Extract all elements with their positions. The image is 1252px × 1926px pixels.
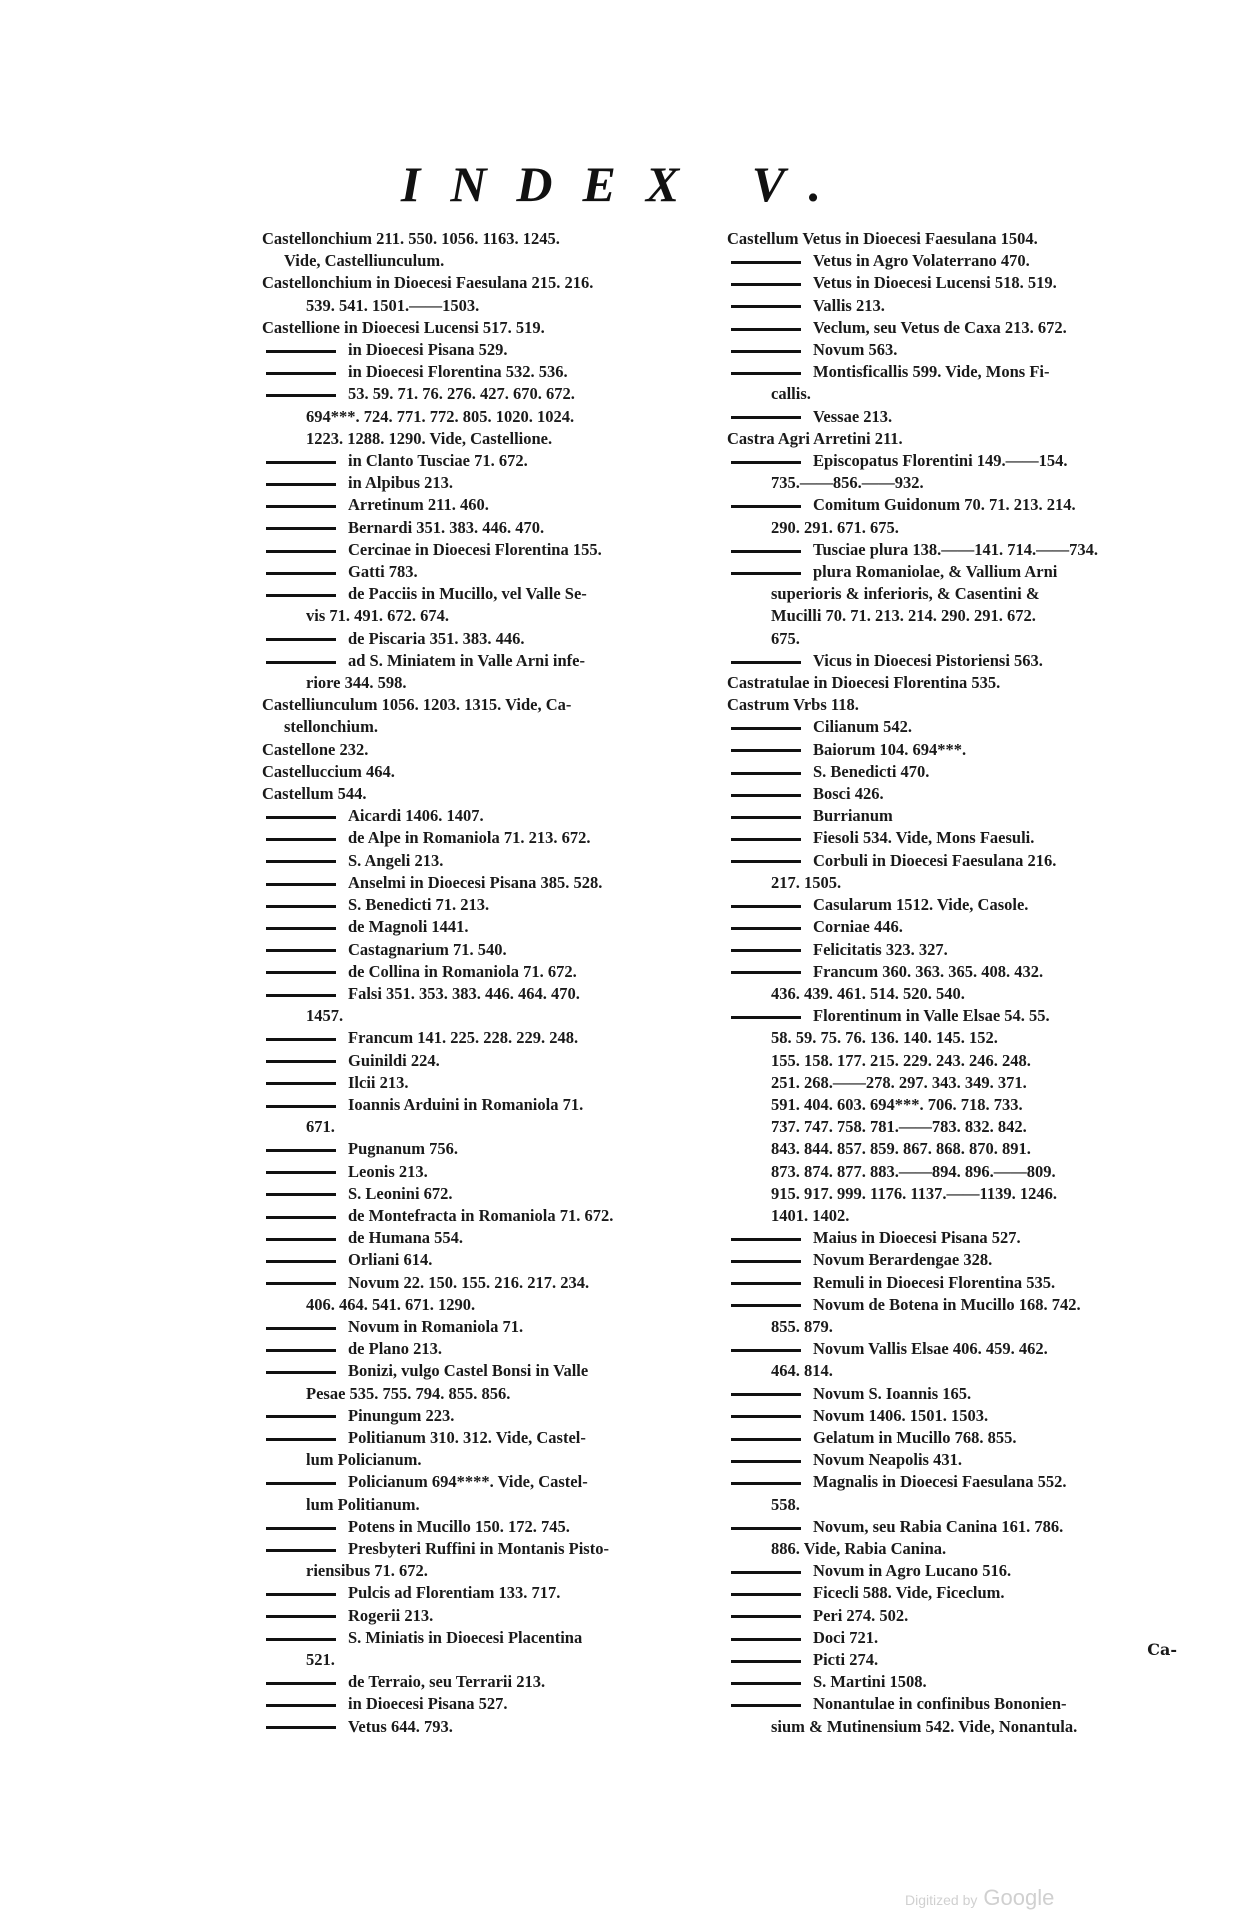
index-entry: Castellum 544.: [262, 784, 367, 804]
index-entry: Falsi 351. 353. 383. 446. 464. 470.: [262, 983, 702, 1005]
index-entry: Gelatum in Mucillo 768. 855.: [727, 1427, 1177, 1449]
watermark-prefix: Digitized by: [905, 1892, 978, 1908]
digitized-watermark: [905, 1885, 1054, 1911]
index-entry: Novum in Romaniola 71.: [262, 1316, 702, 1338]
index-entry: lum Policianum.: [306, 1450, 422, 1470]
index-entry: 694***. 724. 771. 772. 805. 1020. 1024.: [306, 406, 575, 426]
index-entry: 53. 59. 71. 76. 276. 427. 670. 672.: [262, 383, 702, 405]
left-index-column: [262, 228, 702, 1738]
index-entry: vis 71. 491. 672. 674.: [306, 606, 450, 626]
index-entry: 251. 268.——278. 297. 343. 349. 371.: [771, 1072, 1027, 1092]
index-entry: 558.: [771, 1494, 800, 1514]
index-entry: Castellonchium 211. 550. 1056. 1163. 1245.: [262, 229, 560, 248]
index-entry: Picti 274.: [727, 1649, 1177, 1671]
index-entry: in Clanto Tusciae 71. 672.: [262, 450, 702, 472]
index-entry: Montisficallis 599. Vide, Mons Fi-: [727, 361, 1177, 383]
index-entry: riensibus 71. 672.: [306, 1561, 428, 1581]
index-entry: 539. 541. 1501.——1503.: [306, 295, 480, 315]
index-entry: Orliani 614.: [262, 1249, 702, 1271]
index-entry: de Magnoli 1441.: [262, 916, 702, 938]
index-entry: Ilcii 213.: [262, 1072, 702, 1094]
index-entry: Maius in Dioecesi Pisana 527.: [727, 1227, 1177, 1249]
index-entry: Bosci 426.: [727, 783, 1177, 805]
index-entry: Castellum Vetus in Dioecesi Faesulana 1504.: [727, 229, 1038, 248]
index-entry: sium & Mutinensium 542. Vide, Nonantula.: [771, 1716, 1078, 1736]
index-entry: Anselmi in Dioecesi Pisana 385. 528.: [262, 872, 702, 894]
index-entry: Doci 721.: [727, 1627, 1177, 1649]
catchword: Ca-: [1147, 1640, 1177, 1659]
index-entry: de Plano 213.: [262, 1338, 702, 1360]
index-entry: in Dioecesi Pisana 527.: [262, 1693, 702, 1715]
index-entry: Magnalis in Dioecesi Faesulana 552.: [727, 1471, 1177, 1493]
index-entry: Vicus in Dioecesi Pistoriensi 563.: [727, 650, 1177, 672]
index-entry: 1223. 1288. 1290. Vide, Castellione.: [306, 428, 553, 448]
index-entry: de Humana 554.: [262, 1227, 702, 1249]
index-entry: S. Benedicti 71. 213.: [262, 894, 702, 916]
index-entry: Ficecli 588. Vide, Ficeclum.: [727, 1582, 1177, 1604]
index-entry: Baiorum 104. 694***.: [727, 739, 1177, 761]
index-entry: superioris & inferioris, & Casentini &: [771, 584, 1040, 604]
index-entry: 155. 158. 177. 215. 229. 243. 246. 248.: [771, 1050, 1031, 1070]
index-entry: lum Politianum.: [306, 1494, 420, 1514]
index-entry: Novum 563.: [727, 339, 1177, 361]
index-entry: 1457.: [306, 1006, 344, 1026]
index-entry: Veclum, seu Vetus de Caxa 213. 672.: [727, 317, 1177, 339]
index-entry: 436. 439. 461. 514. 520. 540.: [771, 983, 965, 1003]
index-entry: Pugnanum 756.: [262, 1138, 702, 1160]
index-entry: S. Leonini 672.: [262, 1183, 702, 1205]
index-entry: Arretinum 211. 460.: [262, 494, 702, 516]
index-entry: Felicitatis 323. 327.: [727, 939, 1177, 961]
index-entry: de Montefracta in Romaniola 71. 672.: [262, 1205, 702, 1227]
index-entry: Novum in Agro Lucano 516.: [727, 1560, 1177, 1582]
index-entry: callis.: [771, 384, 811, 404]
index-entry: Vetus in Agro Volaterrano 470.: [727, 250, 1177, 272]
index-entry: Castratulae in Dioecesi Florentina 535.: [727, 673, 1001, 693]
index-entry: Corbuli in Dioecesi Faesulana 216.: [727, 850, 1177, 872]
index-entry: Francum 141. 225. 228. 229. 248.: [262, 1027, 702, 1049]
right-index-column: [727, 228, 1177, 1738]
index-entry: Remuli in Dioecesi Florentina 535.: [727, 1272, 1177, 1294]
index-entry: 290. 291. 671. 675.: [771, 517, 899, 537]
index-entry: Corniae 446.: [727, 916, 1177, 938]
index-entry: Politianum 310. 312. Vide, Castel-: [262, 1427, 702, 1449]
index-entry: Novum 22. 150. 155. 216. 217. 234.: [262, 1272, 702, 1294]
index-entry: Castra Agri Arretini 211.: [727, 428, 903, 448]
index-entry: S. Benedicti 470.: [727, 761, 1177, 783]
index-entry: Novum Vallis Elsae 406. 459. 462.: [727, 1338, 1177, 1360]
index-entry: Peri 274. 502.: [727, 1605, 1177, 1627]
index-entry: Episcopatus Florentini 149.——154.: [727, 450, 1177, 472]
index-entry: 855. 879.: [771, 1316, 833, 1336]
index-entry: Leonis 213.: [262, 1161, 702, 1183]
index-entry: Rogerii 213.: [262, 1605, 702, 1627]
index-entry: S. Martini 1508.: [727, 1671, 1177, 1693]
index-entry: de Collina in Romaniola 71. 672.: [262, 961, 702, 983]
index-entry: ad S. Miniatem in Valle Arni infe-: [262, 650, 702, 672]
index-entry: Castrum Vrbs 118.: [727, 695, 859, 715]
index-entry: Francum 360. 363. 365. 408. 432.: [727, 961, 1177, 983]
index-entry: Vetus 644. 793.: [262, 1716, 702, 1738]
index-entry: Bonizi, vulgo Castel Bonsi in Valle: [262, 1360, 702, 1382]
watermark-brand: Google: [983, 1885, 1055, 1910]
index-entry: Pinungum 223.: [262, 1405, 702, 1427]
index-entry: Potens in Mucillo 150. 172. 745.: [262, 1516, 702, 1538]
index-entry: Novum Berardengae 328.: [727, 1249, 1177, 1271]
index-entry: 737. 747. 758. 781.——783. 832. 842.: [771, 1117, 1027, 1137]
index-entry: Ioannis Arduini in Romaniola 71.: [262, 1094, 702, 1116]
index-entry: Castellione in Dioecesi Lucensi 517. 519.: [262, 317, 545, 337]
index-entry: 886. Vide, Rabia Canina.: [771, 1538, 947, 1558]
index-entry: Vetus in Dioecesi Lucensi 518. 519.: [727, 272, 1177, 294]
index-entry: Castellonchium in Dioecesi Faesulana 215. 216.: [262, 273, 594, 293]
index-entry: 591. 404. 603. 694***. 706. 718. 733.: [771, 1094, 1023, 1114]
index-entry: Tusciae plura 138.——141. 714.——734.: [727, 539, 1177, 561]
index-entry: 675.: [771, 628, 800, 648]
index-entry: S. Angeli 213.: [262, 850, 702, 872]
index-entry: Pulcis ad Florentiam 133. 717.: [262, 1582, 702, 1604]
index-entry: Cilianum 542.: [727, 716, 1177, 738]
index-entry: plura Romaniolae, & Vallium Arni: [727, 561, 1177, 583]
index-entry: 843. 844. 857. 859. 867. 868. 870. 891.: [771, 1139, 1031, 1159]
index-entry: Guinildi 224.: [262, 1050, 702, 1072]
index-entry: 873. 874. 877. 883.——894. 896.——809.: [771, 1161, 1056, 1181]
index-entry: 671.: [306, 1117, 335, 1137]
index-entry: stellonchium.: [284, 717, 378, 737]
index-entry: Gatti 783.: [262, 561, 702, 583]
index-entry: 521.: [306, 1650, 335, 1669]
index-entry: Comitum Guidonum 70. 71. 213. 214.: [727, 494, 1177, 516]
index-entry: Vide, Castelliunculum.: [284, 251, 445, 271]
index-entry: Novum, seu Rabia Canina 161. 786.: [727, 1516, 1177, 1538]
index-entry: de Piscaria 351. 383. 446.: [262, 628, 702, 650]
index-entry: Novum de Botena in Mucillo 168. 742.: [727, 1294, 1177, 1316]
index-entry: Pesae 535. 755. 794. 855. 856.: [306, 1383, 511, 1403]
index-entry: Vessae 213.: [727, 406, 1177, 428]
index-entry: in Alpibus 213.: [262, 472, 702, 494]
index-entry: de Terraio, seu Terrarii 213.: [262, 1671, 702, 1693]
page-title: INDEX V.: [400, 156, 852, 212]
index-entry: Presbyteri Ruffini in Montanis Pisto-: [262, 1538, 702, 1560]
index-entry: Castagnarium 71. 540.: [262, 939, 702, 961]
index-entry: Florentinum in Valle Elsae 54. 55.: [727, 1005, 1177, 1027]
index-entry: Nonantulae in confinibus Bononien-: [727, 1693, 1177, 1715]
index-entry: de Pacciis in Mucillo, vel Valle Se-: [262, 583, 702, 605]
index-entry: Fiesoli 534. Vide, Mons Faesuli.: [727, 827, 1177, 849]
index-entry: Novum 1406. 1501. 1503.: [727, 1405, 1177, 1427]
index-entry: Mucilli 70. 71. 213. 214. 290. 291. 672.: [771, 606, 1036, 626]
index-entry: de Alpe in Romaniola 71. 213. 672.: [262, 827, 702, 849]
index-entry: Novum Neapolis 431.: [727, 1449, 1177, 1471]
index-entry: in Dioecesi Pisana 529.: [262, 339, 702, 361]
index-entry: Burrianum: [727, 805, 1177, 827]
index-entry: Bernardi 351. 383. 446. 470.: [262, 517, 702, 539]
index-entry: Castelliunculum 1056. 1203. 1315. Vide, Ca-: [262, 695, 572, 715]
index-entry: Aicardi 1406. 1407.: [262, 805, 702, 827]
index-entry: riore 344. 598.: [306, 673, 407, 693]
index-entry: S. Miniatis in Dioecesi Placentina: [262, 1627, 702, 1649]
index-entry: Castelluccium 464.: [262, 761, 395, 781]
index-entry: 735.——856.——932.: [771, 473, 924, 493]
index-entry: Novum S. Ioannis 165.: [727, 1383, 1177, 1405]
index-entry: Vallis 213.: [727, 295, 1177, 317]
index-entry: Cercinae in Dioecesi Florentina 155.: [262, 539, 702, 561]
index-entry: 1401. 1402.: [771, 1205, 850, 1225]
index-entry: Policianum 694****. Vide, Castel-: [262, 1471, 702, 1493]
index-entry: 406. 464. 541. 671. 1290.: [306, 1294, 476, 1314]
index-entry: in Dioecesi Florentina 532. 536.: [262, 361, 702, 383]
index-entry: Castellone 232.: [262, 739, 369, 759]
index-entry: 58. 59. 75. 76. 136. 140. 145. 152.: [771, 1028, 998, 1048]
index-entry: 915. 917. 999. 1176. 1137.——1139. 1246.: [771, 1183, 1058, 1203]
index-entry: 217. 1505.: [771, 872, 842, 892]
index-entry: 464. 814.: [771, 1361, 833, 1381]
index-entry: Casularum 1512. Vide, Casole.: [727, 894, 1177, 916]
